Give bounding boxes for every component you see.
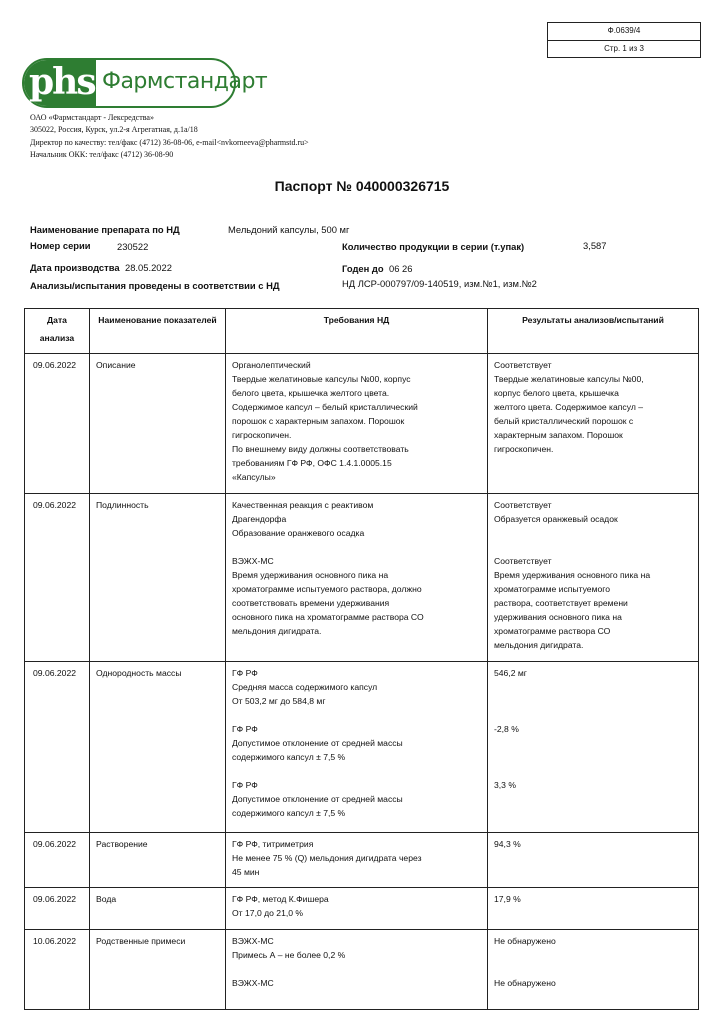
form-code: Ф.0639/4 (607, 26, 641, 35)
analysis-date: 09.06.2022 (25, 662, 90, 833)
result-line: Не обнаружено (494, 936, 556, 946)
table-row (25, 888, 699, 930)
company-address: 305022, Россия, Курск, ул.2-я Агрегатная, д.1а/18 (30, 125, 198, 135)
nd-value: НД ЛСР-000797/09-140519, изм.№1, изм.№2 (342, 278, 537, 289)
requirement-cell (226, 662, 488, 833)
requirement-line: гигроскопичен. (232, 430, 292, 440)
requirement-line: От 503,2 мг до 584,8 мг (232, 696, 326, 706)
result-line (494, 948, 692, 962)
parameter-name: Подлинность (90, 494, 226, 662)
requirement-line: хроматограмме испытуемого раствора, должно (232, 584, 422, 594)
requirement-line: Допустимое отклонение от средней массы (232, 738, 403, 748)
result-line: корпус белого цвета, крышечка (494, 388, 619, 398)
series-value: 230522 (117, 241, 149, 252)
requirement-line: Допустимое отклонение от средней массы (232, 794, 403, 804)
form-code-box (547, 22, 701, 58)
parameter-name: Растворение (90, 833, 226, 888)
result-line: 3,3 % (494, 780, 516, 790)
production-date-label: Дата производства (30, 262, 120, 273)
series-label: Номер серии (30, 240, 91, 251)
requirement-line: содержимого капсул ± 7,5 % (232, 752, 346, 762)
requirement-line: Качественная реакция с реактивом (232, 500, 374, 510)
requirement-line: По внешнему виду должны соответствовать (232, 444, 409, 454)
header-date: Дата анализа (25, 309, 90, 354)
result-line (494, 526, 692, 540)
requirement-line: основного пика на хроматограмме раствора СО (232, 612, 424, 622)
analysis-date: 10.06.2022 (25, 930, 90, 1010)
requirement-line: Примесь А – не более 0,2 % (232, 950, 346, 960)
result-line: 546,2 мг (494, 668, 527, 678)
result-line: 17,9 % (494, 894, 521, 904)
parameter-name: Вода (90, 888, 226, 930)
requirement-line: Органолептический (232, 360, 311, 370)
table-row (25, 662, 699, 833)
company-logo (22, 58, 268, 108)
company-director: Директор по качеству: тел/факс (4712) 36-08-06, e-mail<nvkorneeva@pharmstd.ru> (30, 137, 309, 147)
analysis-date: 09.06.2022 (25, 888, 90, 930)
result-cell (488, 888, 699, 930)
result-line (494, 750, 692, 764)
result-line: удерживания основного пика на (494, 612, 622, 622)
requirement-line: Средняя масса содержимого капсул (232, 682, 378, 692)
requirement-cell (226, 354, 488, 494)
result-line: Образуется оранжевый осадок (494, 514, 618, 524)
nd-label: Анализы/испытания проведены в соответствии с НД (30, 280, 280, 291)
drug-label: Наименование препарата по НД (30, 224, 180, 235)
result-line (494, 708, 692, 722)
drug-value: Мельдоний капсулы, 500 мг (228, 224, 350, 235)
requirement-line: От 17,0 до 21,0 % (232, 908, 304, 918)
parameter-name: Однородность массы (90, 662, 226, 833)
requirement-line: Образование оранжевого осадка (232, 528, 365, 538)
result-line: белый кристаллический порошок с (494, 416, 634, 426)
requirement-cell (226, 833, 488, 888)
requirement-line: ГФ РФ (232, 724, 258, 734)
requirement-line (232, 962, 481, 976)
result-cell (488, 833, 699, 888)
logo-name: Фармстандарт (102, 69, 268, 94)
result-line: Время удерживания основного пика на (494, 570, 651, 580)
requirement-line: ВЭЖХ-МС (232, 556, 274, 566)
requirement-line (232, 708, 481, 722)
requirement-line (232, 764, 481, 778)
result-line: Не обнаружено (494, 978, 556, 988)
requirement-line: Драгендорфа (232, 514, 287, 524)
result-line: Соответствует (494, 360, 552, 370)
requirement-line: Не менее 75 % (Q) мельдония дигидрата через (232, 853, 422, 863)
requirement-line: «Капсулы» (232, 472, 276, 482)
requirement-cell (226, 494, 488, 662)
company-name: ОАО «Фармстандарт - Лексредства» (30, 113, 154, 122)
result-line (494, 764, 692, 778)
result-line: 94,3 % (494, 839, 521, 849)
result-line: -2,8 % (494, 724, 519, 734)
header-results: Результаты анализов/испытаний (488, 309, 699, 354)
table-row (25, 354, 699, 494)
requirement-line: мельдония дигидрата. (232, 626, 322, 636)
result-cell (488, 494, 699, 662)
result-cell (488, 354, 699, 494)
header-parameter: Наименование показателей (90, 309, 226, 354)
requirement-line: порошок с характерным запахом. Порошок (232, 416, 405, 426)
requirement-line: 45 мин (232, 867, 260, 877)
result-line: гигроскопичен. (494, 444, 554, 454)
production-date-value: 28.05.2022 (125, 262, 172, 273)
result-line: Твердые желатиновые капсулы №00, (494, 374, 644, 384)
expiry-value: 06 26 (389, 263, 413, 274)
requirement-line: ГФ РФ, титриметрия (232, 839, 314, 849)
quantity-value: 3,587 (583, 240, 607, 251)
header-requirements: Требования НД (226, 309, 488, 354)
requirement-line: требованиям ГФ РФ, ОФС 1.4.1.0005.15 (232, 458, 392, 468)
requirement-line (232, 540, 481, 554)
requirement-line: ВЭЖХ-МС (232, 936, 274, 946)
result-line (494, 962, 692, 976)
requirement-cell (226, 888, 488, 930)
table-header-row (25, 309, 699, 354)
result-line (494, 694, 692, 708)
result-line (494, 736, 692, 750)
table-row (25, 833, 699, 888)
table-row (25, 494, 699, 662)
table-body (25, 354, 699, 1010)
result-line: Соответствует (494, 556, 552, 566)
result-cell (488, 930, 699, 1010)
parameter-name: Родственные примеси (90, 930, 226, 1010)
requirement-line: ВЭЖХ-МС (232, 978, 274, 988)
result-line (494, 540, 692, 554)
analysis-table (24, 308, 699, 1010)
page-title: Паспорт № 040000326715 (274, 178, 450, 194)
expiry-label: Годен до (342, 263, 384, 274)
company-info (30, 112, 309, 162)
result-line: хроматограмме раствора СО (494, 626, 611, 636)
logo-mark: phs (29, 61, 95, 103)
result-cell (488, 662, 699, 833)
requirement-line: Твердые желатиновые капсулы №00, корпус (232, 374, 411, 384)
result-line: хроматограмме испытуемого (494, 584, 611, 594)
table-row (25, 930, 699, 1010)
requirement-line: ГФ РФ, метод К.Фишера (232, 894, 329, 904)
analysis-date: 09.06.2022 (25, 354, 90, 494)
company-okk: Начальник ОКК: тел/факс (4712) 36-08-90 (30, 150, 174, 160)
requirement-line: ГФ РФ (232, 780, 258, 790)
requirement-line: Содержимое капсул – белый кристаллический (232, 402, 418, 412)
requirement-line: ГФ РФ (232, 668, 258, 678)
result-line: мельдония дигидрата. (494, 640, 584, 650)
result-line: раствора, соответствует времени (494, 598, 628, 608)
requirement-line: белого цвета, крышечка желтого цвета. (232, 388, 390, 398)
requirement-line: соответствовать времени удерживания (232, 598, 390, 608)
analysis-date: 09.06.2022 (25, 833, 90, 888)
result-line: характерным запахом. Порошок (494, 430, 623, 440)
analysis-date: 09.06.2022 (25, 494, 90, 662)
requirement-line: содержимого капсул ± 7,5 % (232, 808, 346, 818)
result-line: желтого цвета. Содержимое капсул – (494, 402, 644, 412)
result-line (494, 680, 692, 694)
page-number: Стр. 1 из 3 (548, 40, 700, 57)
parameter-name: Описание (90, 354, 226, 494)
requirement-line: Время удерживания основного пика на (232, 570, 389, 580)
requirement-cell (226, 930, 488, 1010)
quantity-label: Количество продукции в серии (т.упак) (342, 241, 525, 252)
result-line: Соответствует (494, 500, 552, 510)
